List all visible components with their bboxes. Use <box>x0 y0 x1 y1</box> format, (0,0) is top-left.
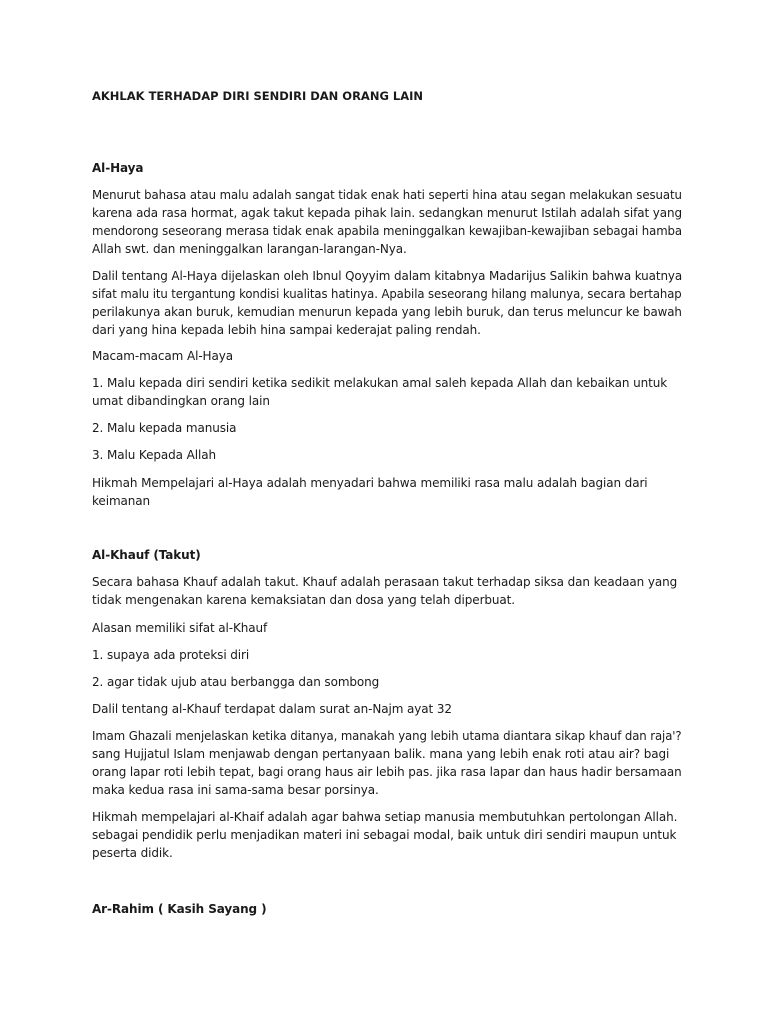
list-item: umat dibandingkan orang lain <box>92 394 270 408</box>
paragraph-line: Dalil tentang al-Khauf terdapat dalam surat an-Najm ayat 32 <box>92 702 452 716</box>
paragraph-line: Macam-macam Al-Haya <box>92 349 233 363</box>
paragraph-line: sebagai pendidik perlu menjadikan materi ini sebagai modal, baik untuk diri sendiri maupun untuk <box>92 828 677 842</box>
paragraph-line: tidak mengenakan karena kemaksiatan dan dosa yang telah diperbuat. <box>92 593 515 607</box>
paragraph-line: Alasan memiliki sifat al-Khauf <box>92 621 268 635</box>
paragraph-line: karena ada rasa hormat, agak takut kepada pihak lain. sedangkan menurut Istilah adalah sifat yang <box>92 206 682 220</box>
paragraph-line: perilakunya akan buruk, kemudian menurun kepada yang lebih buruk, dan terus meluncur ke bawah <box>92 305 682 319</box>
list-item: 2. agar tidak ujub atau berbangga dan sombong <box>92 675 380 689</box>
paragraph-line: sifat malu itu tergantung kondisi kualitas hatinya. Apabila seseorang hilang malunya, secara bertahap <box>92 287 682 301</box>
paragraph-line: Menurut bahasa atau malu adalah sangat tidak enak hati seperti hina atau segan melakukan sesuatu <box>92 188 682 202</box>
paragraph-line: Secara bahasa Khauf adalah takut. Khauf adalah perasaan takut terhadap siksa dan keadaan yang <box>92 575 678 589</box>
list-item: 2. Malu kepada manusia <box>92 421 237 435</box>
paragraph-line: Allah swt. dan meninggalkan larangan-larangan-Nya. <box>92 242 407 256</box>
paragraph-line: Hikmah mempelajari al-Khaif adalah agar bahwa setiap manusia membutuhkan pertolongan Allah. <box>92 810 678 824</box>
list-item: 1. supaya ada proteksi diri <box>92 648 250 662</box>
document-title: AKHLAK TERHADAP DIRI SENDIRI DAN ORANG LAIN <box>92 89 424 103</box>
list-item: 1. Malu kepada diri sendiri ketika sedikit melakukan amal saleh kepada Allah dan kebaikan untuk <box>92 376 668 390</box>
paragraph-line: maka kedua rasa ini sama-sama besar porsinya. <box>92 783 379 797</box>
paragraph-line: peserta didik. <box>92 846 173 860</box>
section-heading-al-haya: Al-Haya <box>92 161 144 175</box>
paragraph-line: Imam Ghazali menjelaskan ketika ditanya, manakah yang lebih utama diantara sikap khauf dan raja'? <box>92 729 682 743</box>
paragraph-line: dari yang hina kepada lebih hina sampai kederajat paling rendah. <box>92 323 481 337</box>
paragraph-line: keimanan <box>92 494 151 508</box>
paragraph-line: orang lapar roti lebih tepat, bagi orang haus air lebih pas. jika rasa lapar dan haus hadir bersamaan <box>92 765 682 779</box>
list-item: 3. Malu Kepada Allah <box>92 448 216 462</box>
section-heading-al-khauf: Al-Khauf (Takut) <box>92 548 201 562</box>
section-heading-ar-rahim: Ar-Rahim ( Kasih Sayang ) <box>92 902 267 916</box>
paragraph-line: Hikmah Mempelajari al-Haya adalah menyadari bahwa memiliki rasa malu adalah bagian dari <box>92 476 648 490</box>
paragraph-line: mendorong seseorang merasa tidak enak apabila meninggalkan kewajiban-kewajiban sebagai hamba <box>92 224 683 238</box>
paragraph-line: Dalil tentang Al-Haya dijelaskan oleh Ibnul Qoyyim dalam kitabnya Madarijus Salikin bahwa kuatnya <box>92 269 683 283</box>
paragraph-line: sang Hujjatul Islam menjawab dengan pertanyaan balik. mana yang lebih enak roti atau air? bagi <box>92 747 670 761</box>
